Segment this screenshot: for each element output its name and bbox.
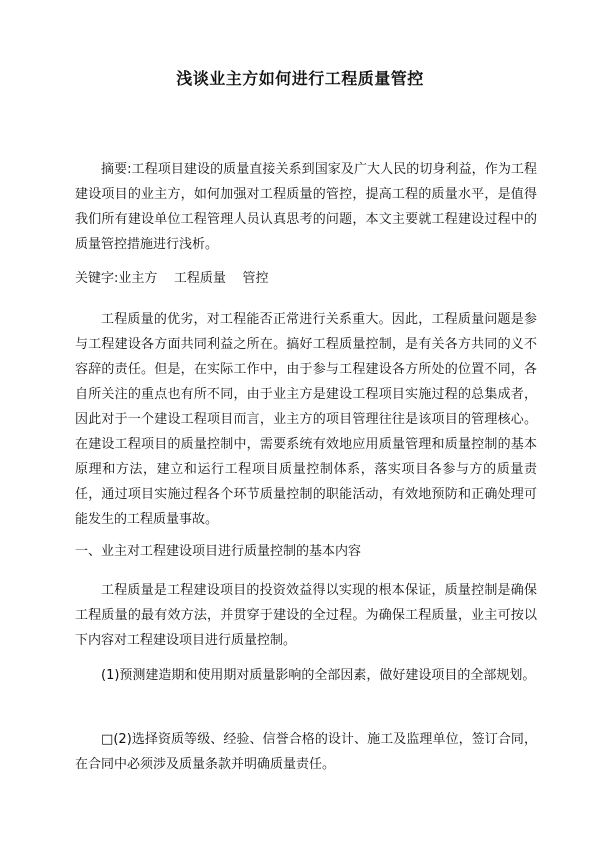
list-item-2: □(2)选择资质等级、经验、信誉合格的设计、施工及监理单位，签订合同，在合同中必须涉及质量条款并明确质量责任。 <box>75 732 537 772</box>
section-heading: 一、业主对工程建设项目进行质量控制的基本内容 <box>75 544 362 559</box>
section-paragraph: 工程质量是工程建设项目的投资效益得以实现的根本保证，质量控制是确保工程质量的最有效方法，并贯穿于建设的全过程。为确保工程质量，业主可按以下内容对工程建设项目进行质量控制。 <box>75 583 537 648</box>
list-item-1: (1)预测建造期和使用期对质量影响的全部因素，做好建设项目的全部规划。 <box>101 668 536 683</box>
page-title: 浅谈业主方如何进行工程质量管控 <box>176 69 424 88</box>
abstract-paragraph: 摘要:工程项目建设的质量直接关系到国家及广大人民的切身利益，作为工程建设项目的业主方，如何加强对工程质量的管控，提高工程的质量水平，是值得我们所有建设单位工程管理人员认真思考的问题，本文主要就工程建设过程中的质量管控措施进行浅析。 <box>75 162 537 252</box>
intro-paragraph: 工程质量的优劣，对工程能否正常进行关系重大。因此，工程质量问题是参与工程建设各方面共同利益之所在。搞好工程质量控制，是有关各方共同的义不容辞的责任。但是，在实际工作中，由于参与工程建设各方所处的位置不同，各自所关注的重点也有所不同，由于业主方是建设工程项目实施过程的总集成者，因此对于一个建设工程项目而言，业主方的项目管理往往是该项目的管理核心。在建设工程项目的质量控制中，需要系统有效地应用质量管理和质量控制的基本原理和方法，建立和运行工程项目质量控制体系，落实项目各参与方的质量责任，通过项目实施过程各个环节质量控制的职能活动，有效地预防和正确处理可能发生的工程质量事故。 <box>75 312 537 527</box>
keywords-line: 关键字:业主方 工程质量 管控 <box>75 271 269 286</box>
